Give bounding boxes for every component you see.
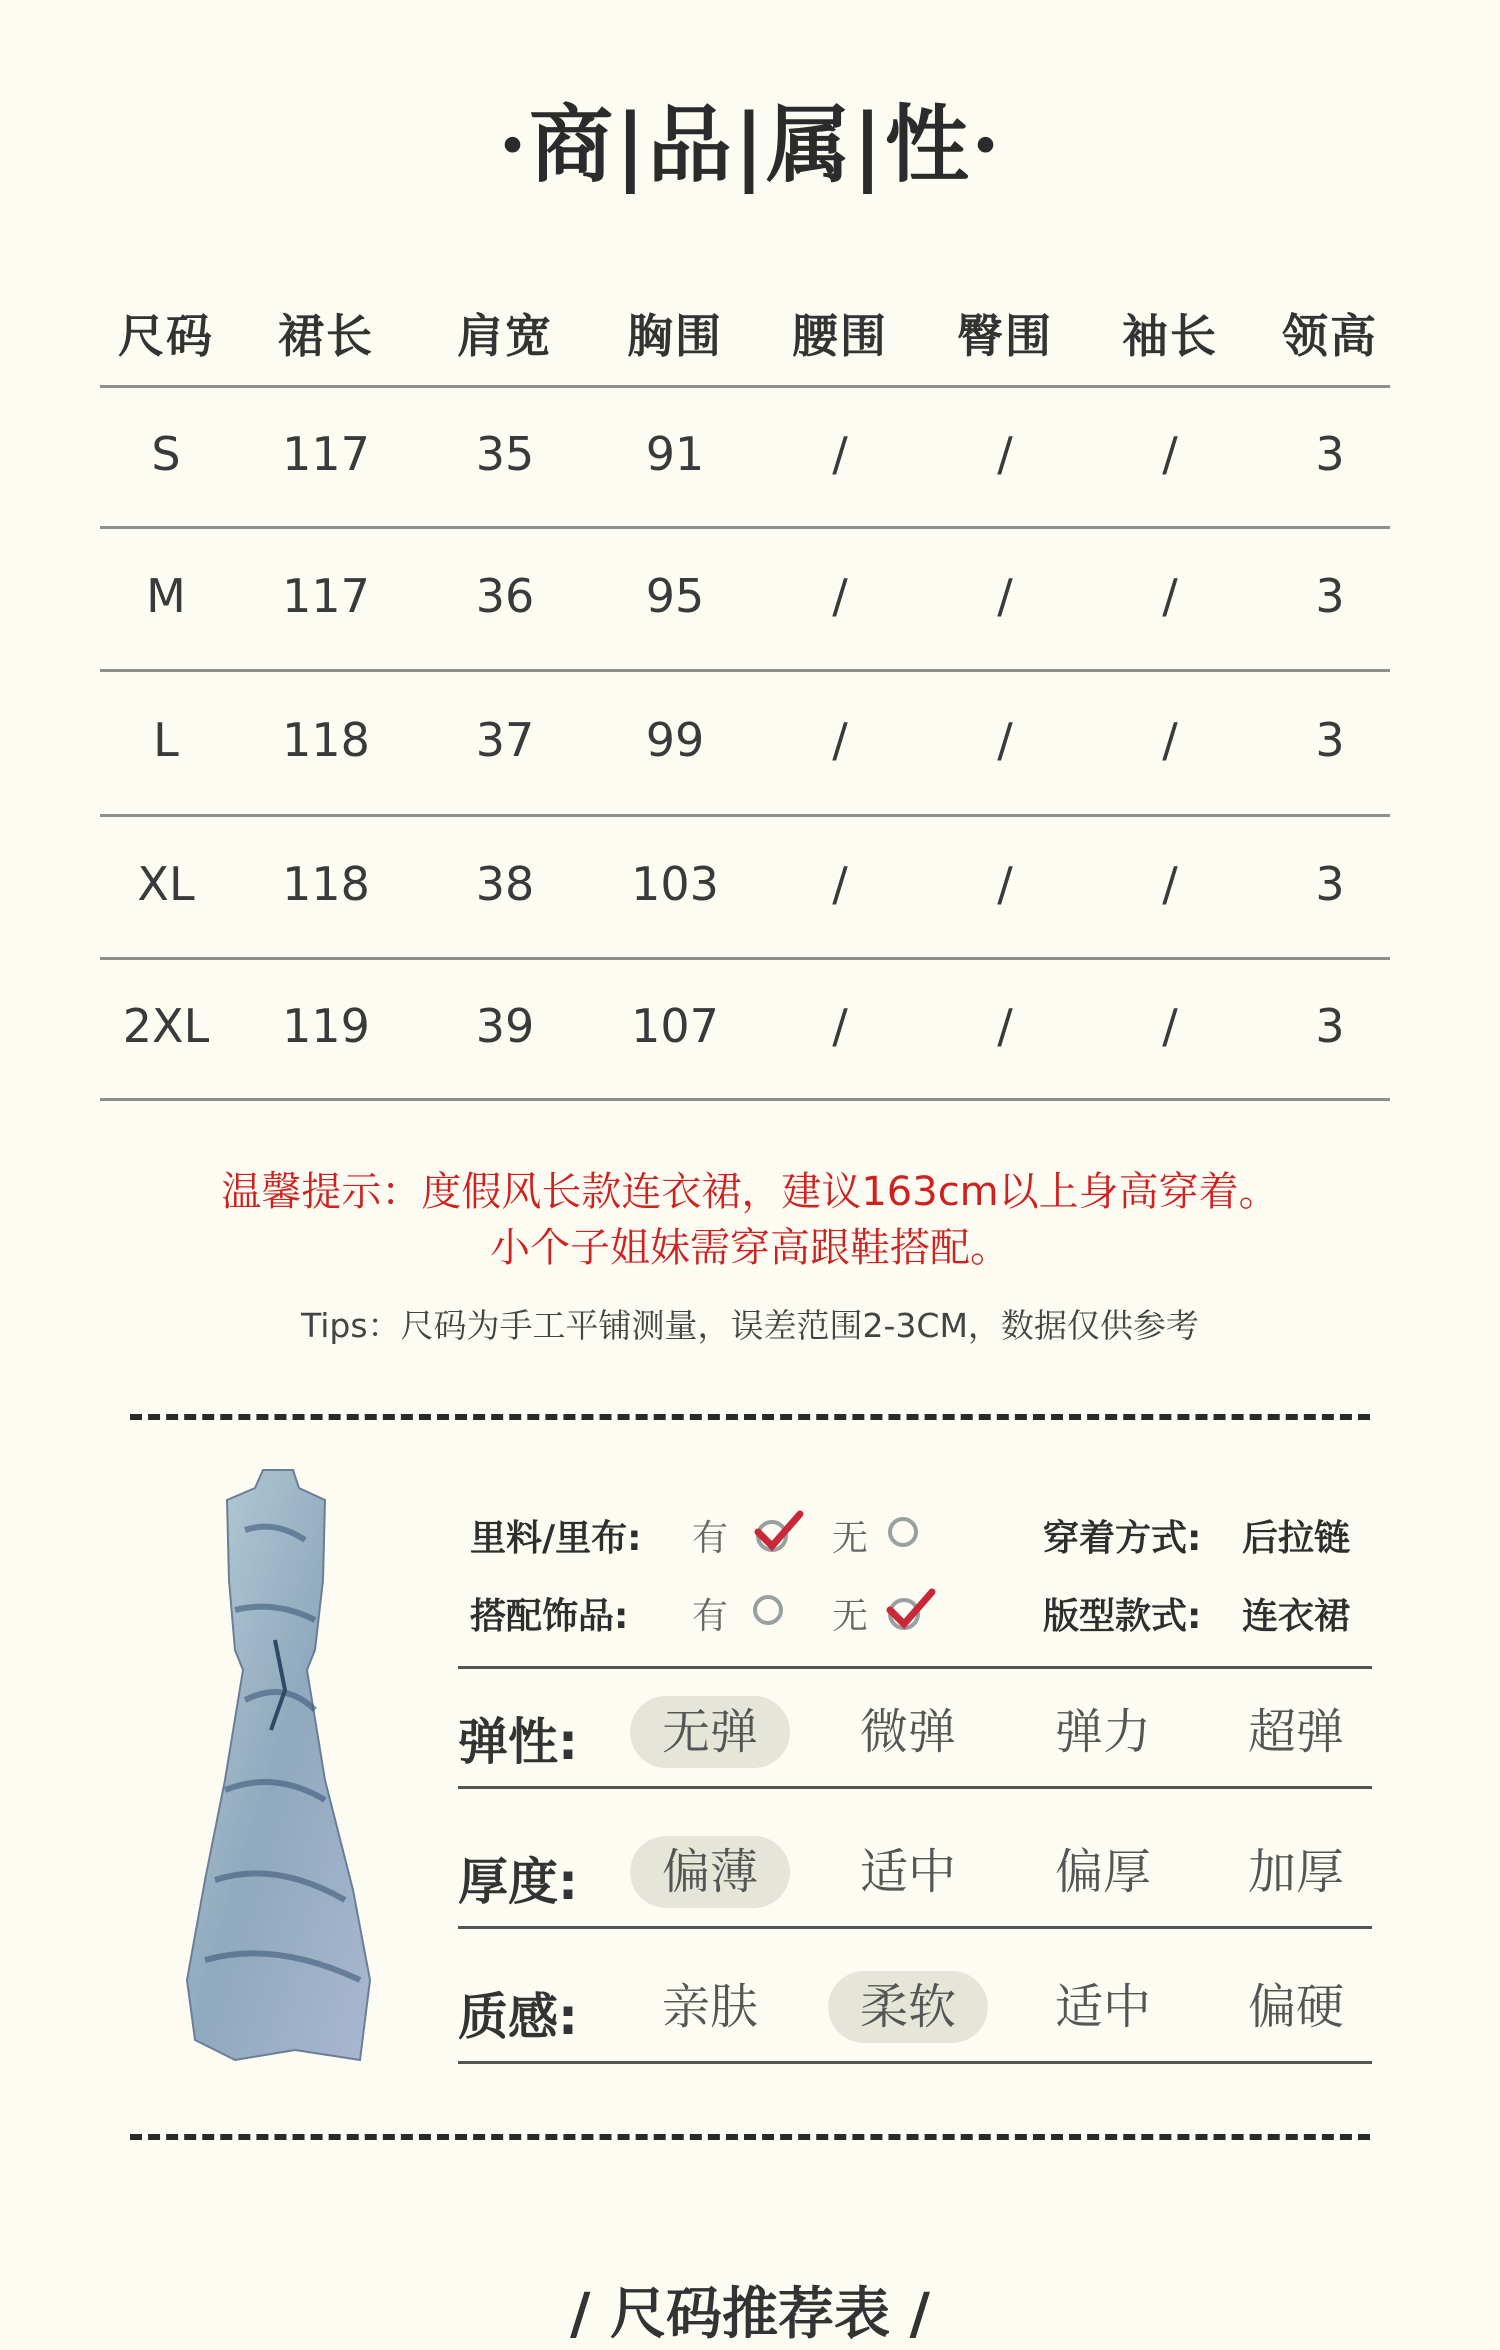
size-table-bottom-border xyxy=(100,1098,1390,1101)
cell-size: M xyxy=(146,569,186,623)
cell-waist: / xyxy=(832,999,848,1053)
cell-shoulder: 38 xyxy=(475,857,535,911)
dress-image xyxy=(175,1460,385,2080)
thickness-option: 适中 xyxy=(859,1844,956,1900)
elasticity-label: 弹性: xyxy=(458,1713,578,1771)
thickness-option-selected: 偏薄 xyxy=(630,1836,790,1908)
notice-line-2: 小个子姐妹需穿高跟鞋搭配。 xyxy=(490,1225,1010,1271)
texture-divider xyxy=(458,2061,1372,2064)
cell-sleeve: / xyxy=(1162,713,1178,767)
size-table-row xyxy=(100,957,1390,1098)
header-bust: 胸围 xyxy=(627,309,723,363)
header-dress-length: 裙长 xyxy=(278,309,374,363)
cell-hip: / xyxy=(997,857,1013,911)
texture-option: 亲肤 xyxy=(661,1979,758,2035)
elasticity-option: 微弹 xyxy=(859,1704,956,1760)
cell-dress-length: 118 xyxy=(282,713,370,767)
thickness-option: 加厚 xyxy=(1247,1844,1344,1900)
size-table-row xyxy=(100,669,1390,814)
header-hip: 臀围 xyxy=(957,309,1053,363)
dashed-divider-bottom xyxy=(130,2134,1370,2140)
cell-size: XL xyxy=(137,857,195,911)
cell-shoulder: 37 xyxy=(475,713,535,767)
cell-size: S xyxy=(151,427,181,481)
lining-label: 里料/里布: xyxy=(470,1518,642,1559)
lining-yes-label: 有 xyxy=(692,1518,729,1559)
cell-sleeve: / xyxy=(1162,999,1178,1053)
cell-hip: / xyxy=(997,427,1013,481)
header-shoulder: 肩宽 xyxy=(457,309,553,363)
size-table-row xyxy=(100,526,1390,669)
cell-bust: 107 xyxy=(631,999,719,1053)
page-title: ·商|品|属|性· xyxy=(497,95,1003,194)
thickness-divider xyxy=(458,1926,1372,1929)
cell-bust: 91 xyxy=(645,427,705,481)
cell-shoulder: 35 xyxy=(475,427,535,481)
header-size: 尺码 xyxy=(118,309,214,363)
cell-sleeve: / xyxy=(1162,569,1178,623)
elasticity-option: 超弹 xyxy=(1247,1704,1344,1760)
wear-value: 后拉链 xyxy=(1242,1518,1351,1559)
cell-waist: / xyxy=(832,857,848,911)
texture-label: 质感: xyxy=(458,1988,578,2046)
cell-shoulder: 39 xyxy=(475,999,535,1053)
texture-option: 偏硬 xyxy=(1247,1979,1344,2035)
texture-option-selected: 柔软 xyxy=(828,1971,988,2043)
cell-size: L xyxy=(153,713,179,767)
cell-shoulder: 36 xyxy=(475,569,535,623)
header-waist: 腰围 xyxy=(792,309,888,363)
style-value: 连衣裙 xyxy=(1242,1596,1351,1637)
cell-bust: 95 xyxy=(645,569,705,623)
cell-dress-length: 117 xyxy=(282,427,370,481)
style-label: 版型款式: xyxy=(1043,1596,1202,1637)
cell-hip: / xyxy=(997,713,1013,767)
accessories-label: 搭配饰品: xyxy=(470,1596,629,1637)
size-table-header xyxy=(100,270,1390,385)
cell-collar: 3 xyxy=(1315,713,1345,767)
elasticity-option: 弹力 xyxy=(1054,1704,1151,1760)
cell-collar: 3 xyxy=(1315,569,1345,623)
tips-text: Tips：尺码为手工平铺测量，误差范围2-3CM，数据仅供参考 xyxy=(301,1306,1199,1345)
notice-line-1: 温馨提示：度假风长款连衣裙，建议163cm以上身高穿着。 xyxy=(221,1169,1279,1215)
cell-dress-length: 118 xyxy=(282,857,370,911)
cell-hip: / xyxy=(997,569,1013,623)
attributes-divider xyxy=(458,1666,1372,1669)
cell-dress-length: 119 xyxy=(282,999,370,1053)
lining-no-label: 无 xyxy=(832,1518,869,1559)
size-table xyxy=(100,270,1390,1101)
accessories-yes-radio-icon xyxy=(750,1592,786,1628)
accessories-no-checked-icon xyxy=(882,1586,938,1634)
cell-collar: 3 xyxy=(1315,427,1345,481)
accessories-no-label: 无 xyxy=(832,1596,869,1637)
elasticity-divider xyxy=(458,1786,1372,1789)
accessories-yes-label: 有 xyxy=(692,1596,729,1637)
size-table-row xyxy=(100,385,1390,526)
header-sleeve: 袖长 xyxy=(1122,309,1218,363)
cell-waist: / xyxy=(832,427,848,481)
thickness-label: 厚度: xyxy=(458,1853,578,1911)
cell-dress-length: 117 xyxy=(282,569,370,623)
size-recommendation-title: / 尺码推荐表 / xyxy=(570,2281,930,2347)
size-table-row xyxy=(100,814,1390,957)
cell-collar: 3 xyxy=(1315,857,1345,911)
dashed-divider-top xyxy=(130,1414,1370,1420)
lining-no-radio-icon xyxy=(885,1514,921,1550)
cell-waist: / xyxy=(832,569,848,623)
wear-label: 穿着方式: xyxy=(1043,1518,1202,1559)
cell-bust: 99 xyxy=(645,713,705,767)
cell-sleeve: / xyxy=(1162,857,1178,911)
cell-collar: 3 xyxy=(1315,999,1345,1053)
cell-size: 2XL xyxy=(122,999,210,1053)
elasticity-option-selected: 无弹 xyxy=(630,1696,790,1768)
cell-sleeve: / xyxy=(1162,427,1178,481)
cell-hip: / xyxy=(997,999,1013,1053)
thickness-option: 偏厚 xyxy=(1054,1844,1151,1900)
header-collar: 领高 xyxy=(1282,309,1378,363)
texture-option: 适中 xyxy=(1054,1979,1151,2035)
cell-waist: / xyxy=(832,713,848,767)
lining-yes-checked-icon xyxy=(750,1508,806,1556)
cell-bust: 103 xyxy=(631,857,719,911)
